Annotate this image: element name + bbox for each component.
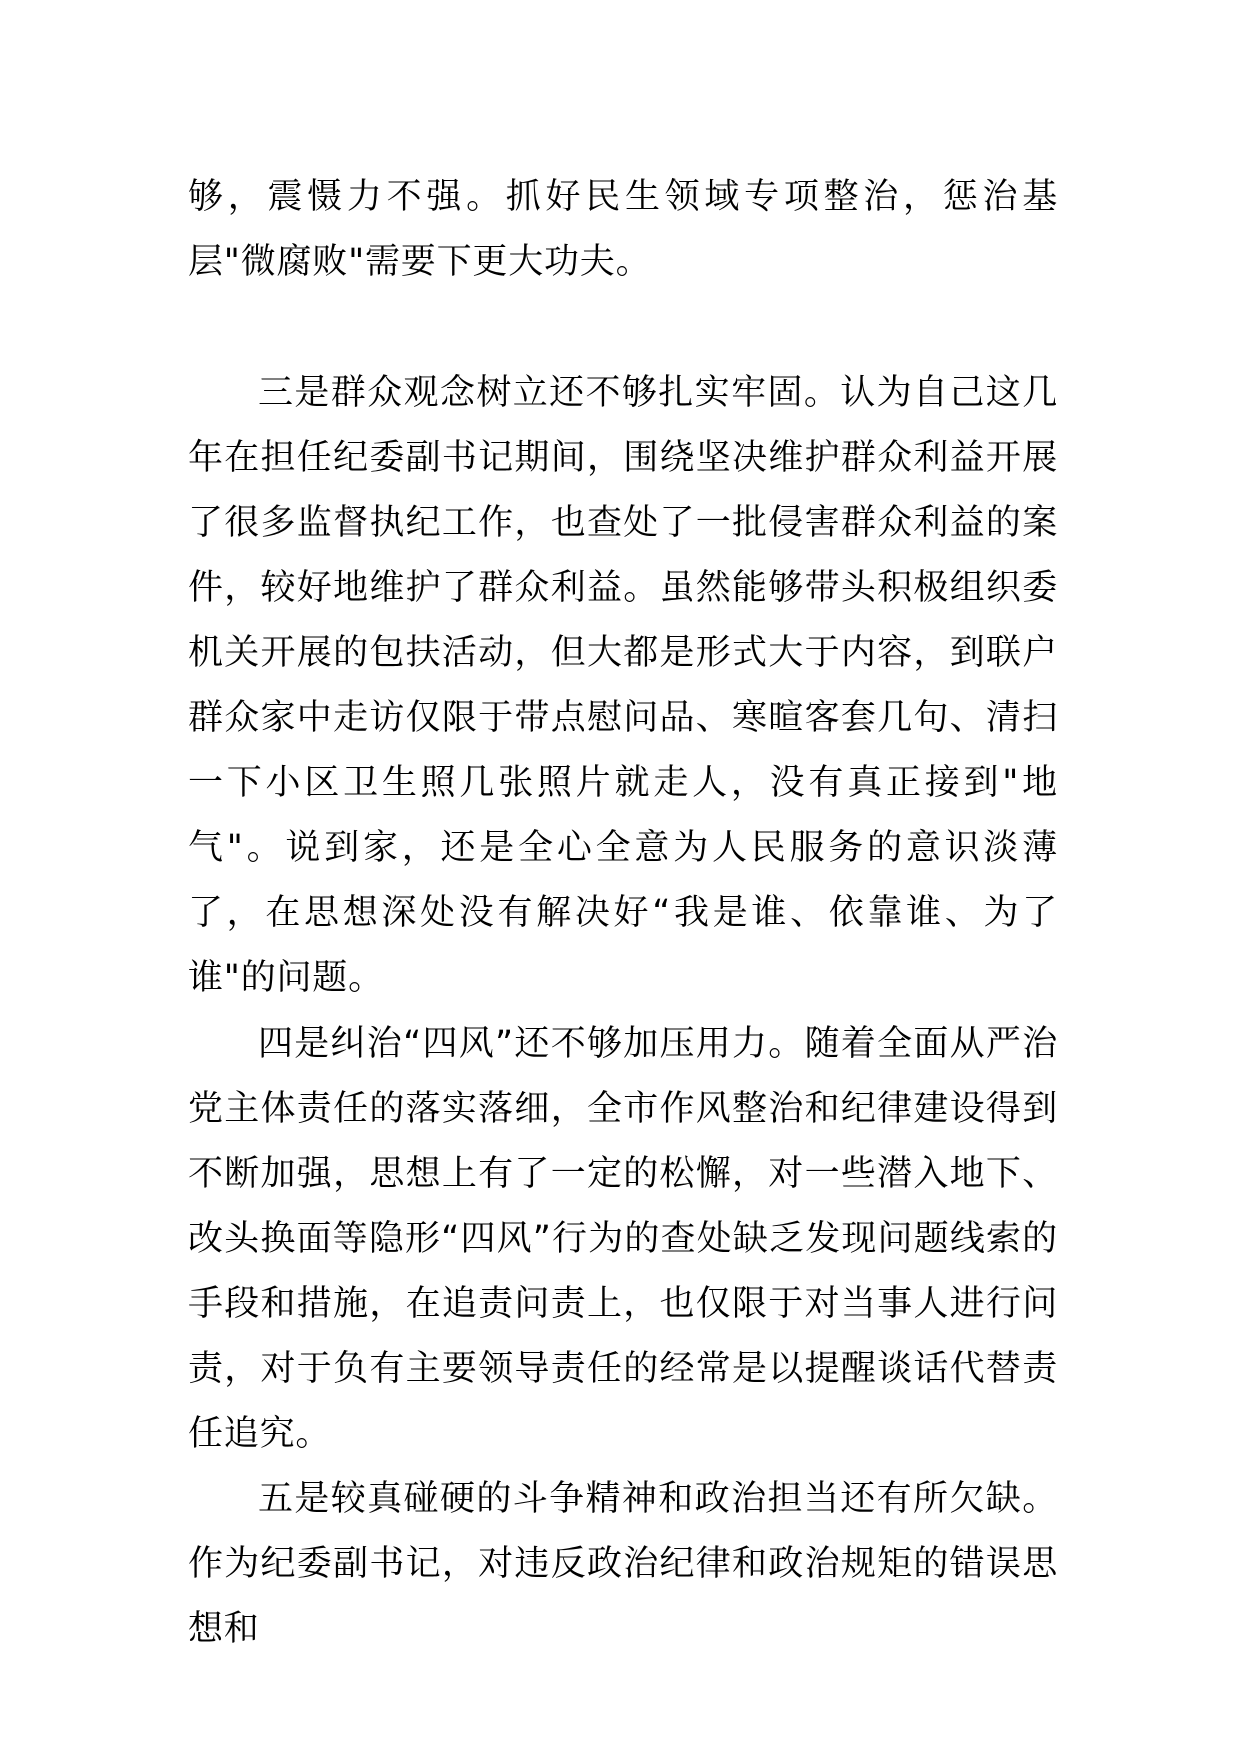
- paragraph-fighting-spirit: 五是较真碰硬的斗争精神和政治担当还有所欠缺。作为纪委副书记，对违反政治纪律和政治规矩的错误思想和: [188, 1479, 1058, 1649]
- paragraph-continuation: 够，震慑力不强。抓好民生领域专项整治，惩治基层"微腐败"需要下更大功夫。: [188, 177, 1058, 282]
- paragraph-mass-line: 三是群众观念树立还不够扎实牢固。认为自己这几年在担任纪委副书记期间，围绕坚决维护群众利益开展了很多监督执纪工作，也查处了一批侵害群众利益的案件，较好地维护了群众利益。虽然能够带头积极组织委机关开展的包扶活动，但大都是形式大于内容，到联户群众家中走访仅限于带点慰问品、寒暄客套几句、清扫一下小区卫生照几张照片就走人，没有真正接到"地气"。说到家，还是全心全意为人民服务的意识淡薄了，在思想深处没有解决好“我是谁、依靠谁、为了谁"的问题。: [188, 373, 1058, 998]
- paragraph-four-winds: 四是纠治“四风”还不够加压用力。随着全面从严治党主体责任的落实落细，全市作风整治和纪律建设得到不断加强，思想上有了一定的松懈，对一些潜入地下、改头换面等隐形“四风”行为的查处缺乏发现问题线索的手段和措施，在追责问责上，也仅限于对当事人进行问责，对于负有主要领导责任的经常是以提醒谈话代替责任追究。: [188, 1024, 1058, 1454]
